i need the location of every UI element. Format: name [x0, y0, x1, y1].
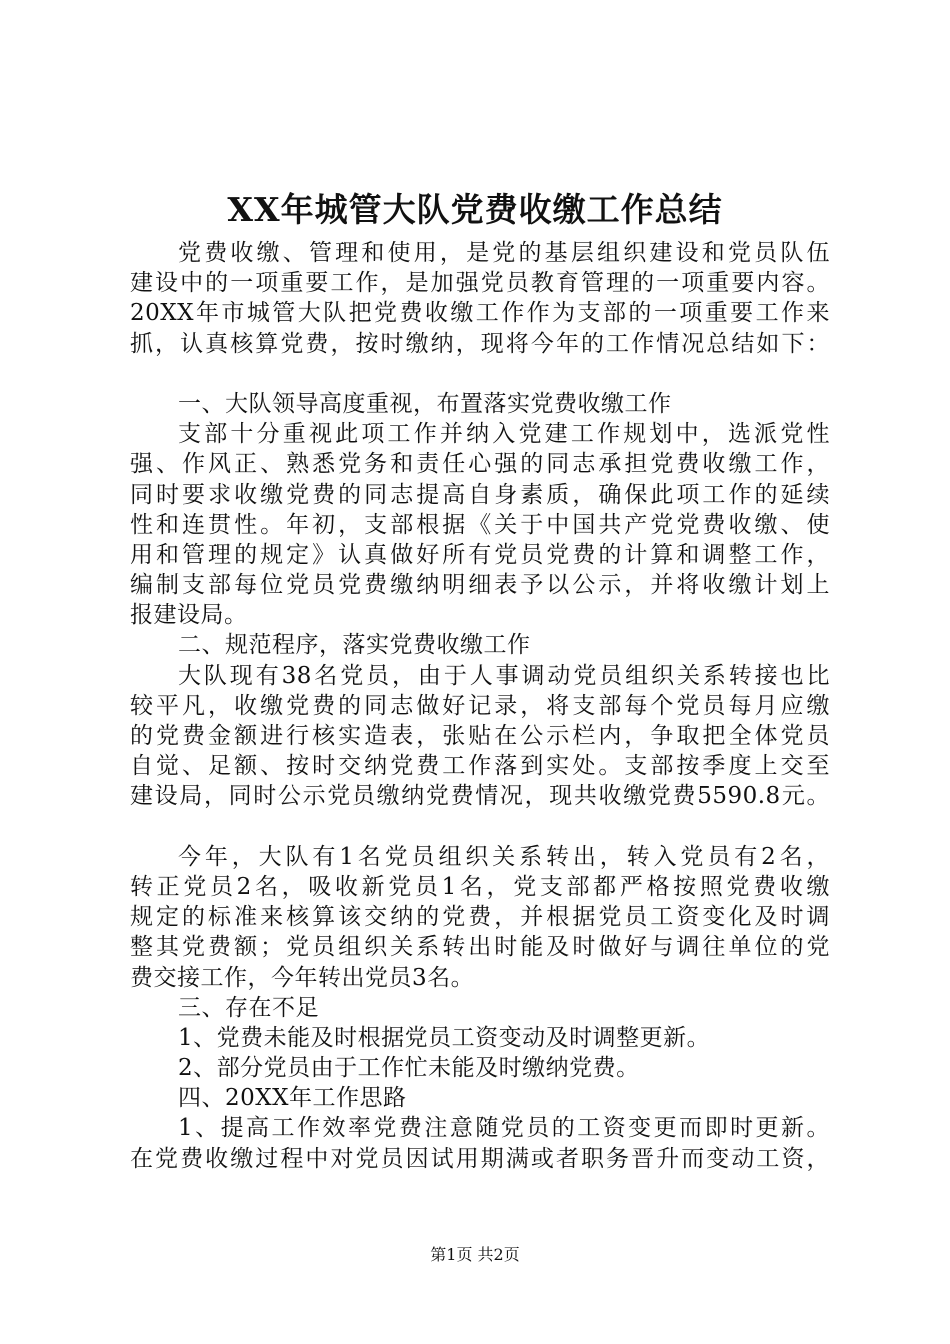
paragraph-line: 在党费收缴过程中对党员因试用期满或者职务晋升而变动工资， — [130, 1145, 830, 1172]
paragraph-line: 较平凡，收缴党费的同志做好记录，将支部每个党员每月应缴 — [130, 692, 830, 719]
paragraph-line: 同时要求收缴党费的同志提高自身素质，确保此项工作的延续 — [130, 481, 830, 508]
paragraph-line: 建设局，同时公示党员缴纳党费情况，现共收缴党费5590.8元。 — [130, 783, 830, 810]
paragraph-line: 党费收缴、管理和使用，是党的基层组织建设和党员队伍 — [178, 240, 830, 266]
paragraph-line: 性和连贯性。年初，支部根据《关于中国共产党党费收缴、使 — [130, 511, 830, 538]
section-heading: 一、大队领导高度重视，布置落实党费收缴工作 — [178, 390, 672, 417]
list-item: 1、党费未能及时根据党员工资变动及时调整更新。 — [178, 1024, 711, 1051]
paragraph-line: 转正党员2名，吸收新党员1名，党支部都严格按照党费收缴 — [130, 873, 830, 900]
paragraph-line: 费交接工作，今年转出党员3名。 — [130, 964, 475, 991]
list-item: 1、提高工作效率党费注意随党员的工资变更而即时更新。 — [178, 1115, 830, 1142]
paragraph-line: 建设中的一项重要工作，是加强党员教育管理的一项重要内容。 — [130, 270, 830, 297]
list-item: 2、部分党员由于工作忙未能及时缴纳党费。 — [178, 1055, 640, 1082]
paragraph-line: 编制支部每位党员党费缴纳明细表予以公示，并将收缴计划上 — [130, 572, 830, 599]
document-title: XX年城管大队党费收缴工作总结 — [227, 190, 723, 229]
blank-line — [130, 812, 830, 842]
document-body — [130, 238, 830, 1174]
paragraph-line: 的党费金额进行核实造表，张贴在公示栏内，争取把全体党员 — [130, 723, 830, 749]
paragraph-line: 规定的标准来核算该交纳的党费，并根据党员工资变化及时调 — [130, 904, 830, 931]
paragraph-line: 20XX年市城管大队把党费收缴工作作为支部的一项重要工作来 — [130, 300, 830, 327]
paragraph-line: 自觉、足额、按时交纳党费工作落到实处。支部按季度上交至 — [130, 753, 830, 780]
paragraph-line: 抓，认真核算党费，按时缴纳，现将今年的工作情况总结如下： — [130, 330, 830, 357]
paragraph-line: 用和管理的规定》认真做好所有党员党费的计算和调整工作， — [130, 541, 830, 568]
page-footer: 第1页 共2页 — [430, 1245, 520, 1264]
section-heading: 四、20XX年工作思路 — [178, 1085, 407, 1112]
blank-line — [130, 359, 830, 389]
paragraph-line: 支部十分重视此项工作并纳入党建工作规划中，选派党性 — [178, 421, 830, 448]
section-heading: 三、存在不足 — [178, 994, 319, 1021]
paragraph-line: 强、作风正、熟悉党务和责任心强的同志承担党费收缴工作， — [130, 451, 830, 478]
paragraph-line: 报建设局。 — [130, 602, 248, 629]
paragraph-line: 大队现有38名党员，由于人事调动党员组织关系转接也比 — [178, 662, 830, 689]
section-heading: 二、规范程序，落实党费收缴工作 — [178, 632, 531, 659]
paragraph-line: 今年，大队有1名党员组织关系转出，转入党员有2名， — [178, 843, 830, 870]
paragraph-line: 整其党费额；党员组织关系转出时能及时做好与调往单位的党 — [130, 934, 830, 961]
